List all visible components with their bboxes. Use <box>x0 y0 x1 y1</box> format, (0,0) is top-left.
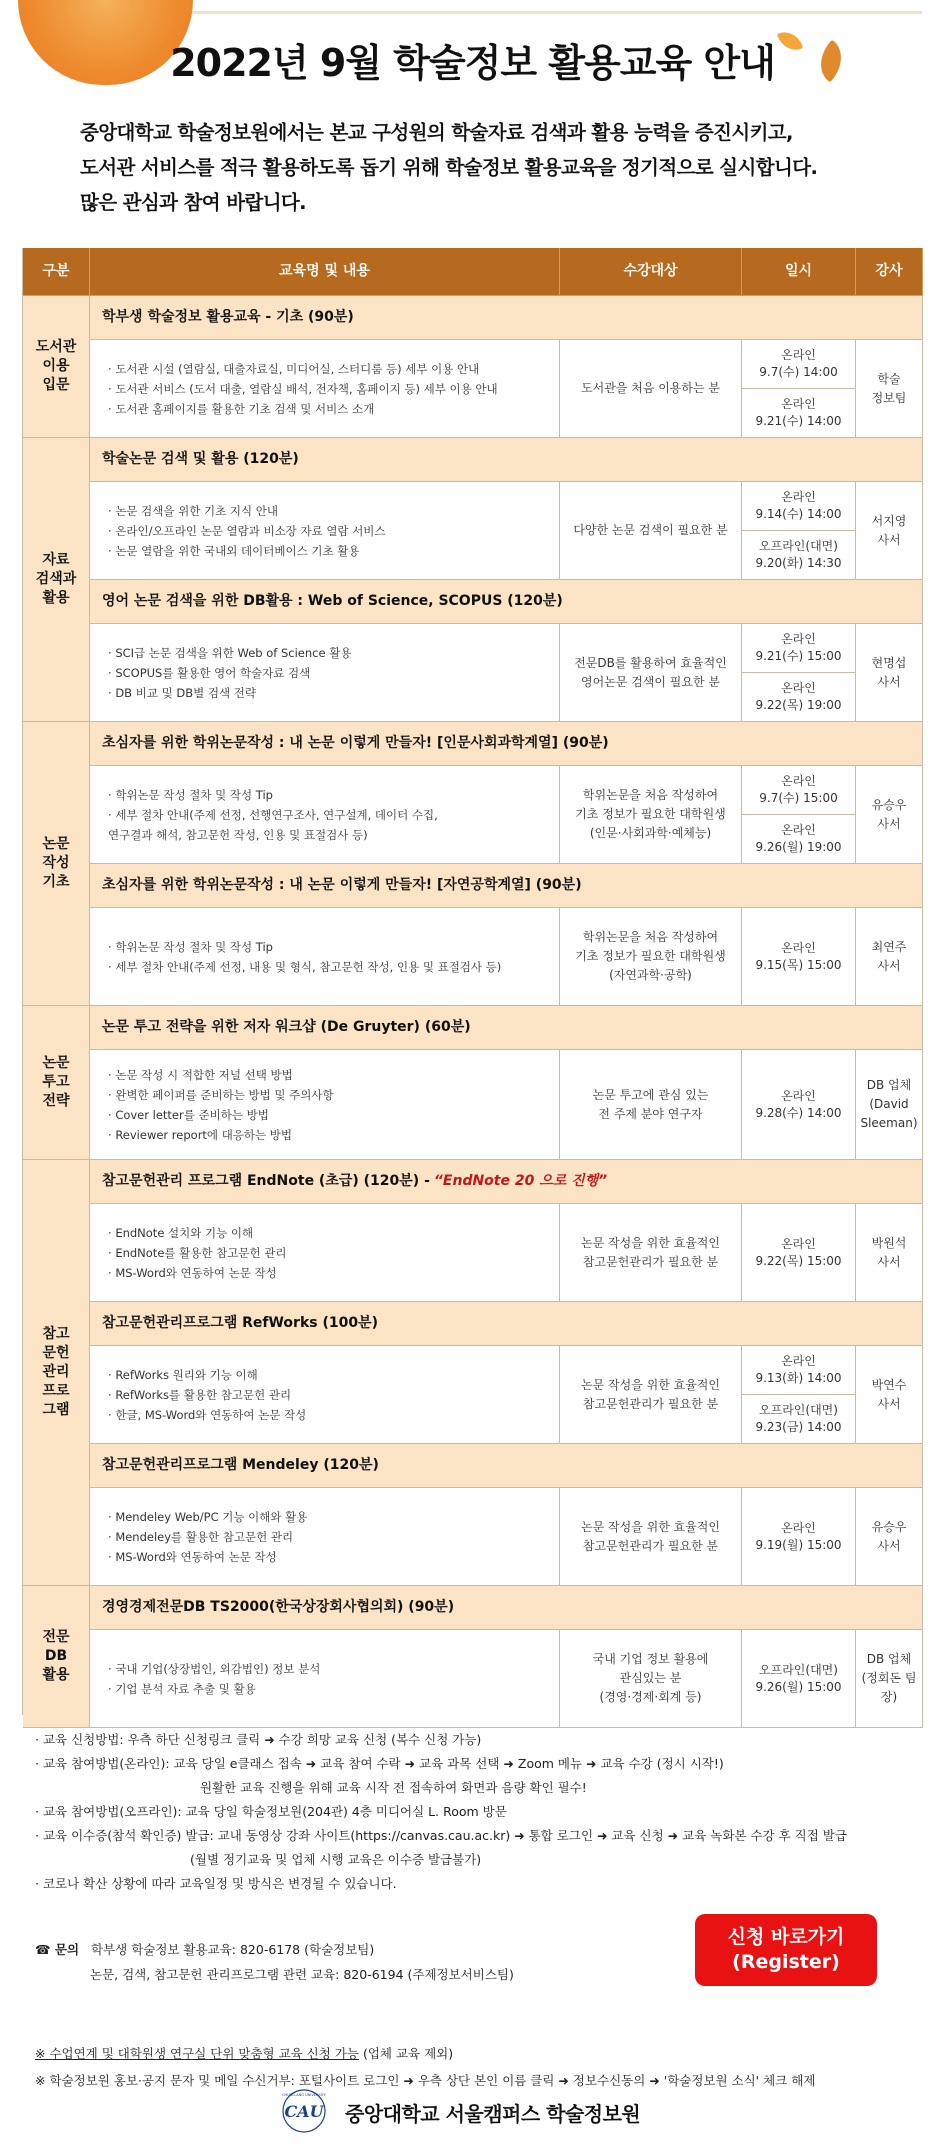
course-title-row <box>90 438 923 482</box>
content-list <box>108 359 498 419</box>
schedule-text: 온라인 9.7(수) 15:00 <box>759 774 838 805</box>
course-contents <box>90 624 560 722</box>
content-list <box>108 501 386 561</box>
note-line: (월별 정기교육 및 업체 시행 교육은 이수증 발급불가) <box>190 1852 482 1867</box>
note-line: 원활한 교육 진행을 위해 교육 시작 전 접속하여 화면과 음량 확인 필수! <box>200 1780 587 1795</box>
course-target <box>560 908 742 1006</box>
contact-line: 논문, 검색, 참고문헌 관리프로그램 관련 교육: 820-6194 (주제정보서비스팀) <box>90 1967 514 1982</box>
course-contents <box>90 1050 560 1160</box>
content-item: · 학위논문 작성 절차 및 작성 Tip <box>108 785 438 805</box>
course-contents <box>90 908 560 1006</box>
schedule-text: 온라인 9.26(월) 19:00 <box>755 823 842 854</box>
instructor-name: 현명섭 사서 <box>871 655 907 689</box>
content-list <box>108 937 501 977</box>
target-text: 도서관을 처음 이용하는 분 <box>581 381 720 395</box>
schedule-slot <box>742 815 856 864</box>
content-item: · Cover letter를 준비하는 방법 <box>108 1105 334 1125</box>
register-button[interactable] <box>695 1914 877 1986</box>
instructor-name: 최연주 사서 <box>871 939 907 973</box>
schedule-slot <box>742 1488 856 1586</box>
register-label: 신청 바로가기 <box>727 1926 845 1948</box>
course-title: 참고문헌관리 프로그램 EndNote (초급) (120분) - <box>102 1173 430 1189</box>
content-list <box>108 785 438 845</box>
content-item: · RefWorks 원리와 기능 이해 <box>108 1365 306 1385</box>
instructor-name: 서지영 사서 <box>871 513 907 547</box>
course-target <box>560 1050 742 1160</box>
header-schedule <box>742 248 856 296</box>
content-item: · 한글, MS-Word와 연동하여 논문 작성 <box>108 1405 306 1425</box>
header-category <box>23 248 90 296</box>
category-label: 참고 문헌 관리 프로 그램 <box>42 1326 70 1418</box>
course-title: 참고문헌관리프로그램 RefWorks (100분) <box>102 1315 379 1331</box>
target-text: 논문 투고에 관심 있는 전 주제 분야 연구자 <box>592 1087 709 1121</box>
course-instructor <box>856 766 923 864</box>
category-cell <box>23 438 90 722</box>
content-item: · Mendeley를 활용한 참고문헌 관리 <box>108 1527 307 1547</box>
content-list <box>108 643 351 703</box>
course-instructor <box>856 1488 923 1586</box>
note-line: · 코로나 확산 상황에 따라 교육일정 및 방식은 변경될 수 있습니다. <box>35 1876 397 1891</box>
schedule-text: 온라인 9.14(수) 14:00 <box>755 490 842 521</box>
course-contents <box>90 766 560 864</box>
note-line: · 교육 신청방법: 우측 하단 신청링크 클릭 ➜ 수강 희망 교육 신청 (복수 신청 가능) <box>35 1732 482 1747</box>
course-target <box>560 1346 742 1444</box>
content-item: · 논문 검색을 위한 기초 지식 안내 <box>108 501 386 521</box>
schedule-text: 온라인 9.21(수) 14:00 <box>755 397 842 428</box>
course-title-row <box>90 864 923 908</box>
course-contents <box>90 482 560 580</box>
course-instructor <box>856 340 923 438</box>
course-title-row <box>90 580 923 624</box>
category-label: 자료 검색과 활용 <box>35 552 77 606</box>
instructor-name: DB 업체 (David Sleeman) <box>860 1078 918 1130</box>
target-text: 학위논문을 처음 작성하여 기초 정보가 필요한 대학원생 (자연과학·공학) <box>575 930 726 982</box>
schedule-slot <box>742 1395 856 1444</box>
content-item: · Mendeley Web/PC 기능 이해와 활용 <box>108 1507 307 1527</box>
target-text: 다양한 논문 검색이 필요한 분 <box>573 523 728 537</box>
content-item: · 온라인/오프라인 논문 열람과 비소장 자료 열람 서비스 <box>108 521 386 541</box>
schedule-text: 온라인 9.13(화) 14:00 <box>755 1354 842 1385</box>
schedule-slot <box>742 482 856 531</box>
course-instructor <box>856 624 923 722</box>
course-title-row <box>90 1160 923 1204</box>
header-label: 강사 <box>875 263 903 279</box>
schedule-slot <box>742 624 856 673</box>
content-list <box>108 1659 320 1699</box>
course-instructor <box>856 482 923 580</box>
footer-text: (업체 교육 제외) <box>358 2046 454 2061</box>
notes <box>35 1728 915 1896</box>
course-instructor <box>856 908 923 1006</box>
content-item: · Reviewer report에 대응하는 방법 <box>108 1125 334 1145</box>
course-title: 논문 투고 전략을 위한 저자 워크샵 (De Gruyter) (60분) <box>102 1019 471 1035</box>
content-item: · MS-Word와 연동하여 논문 작성 <box>108 1263 286 1283</box>
category-cell <box>23 1006 90 1160</box>
schedule-text: 오프라인(대면) 9.20(화) 14:30 <box>755 539 842 570</box>
category-label: 논문 작성 기초 <box>42 836 70 890</box>
course-contents <box>90 1346 560 1444</box>
course-instructor <box>856 1630 923 1728</box>
contact-line: 학부생 학술정보 활용교육: 820-6178 (학술정보팀) <box>91 1942 375 1957</box>
header-instructor <box>856 248 923 296</box>
target-text: 논문 작성을 위한 효율적인 참고문헌관리가 필요한 분 <box>581 1519 720 1553</box>
target-text: 학위논문을 처음 작성하여 기초 정보가 필요한 대학원생 (인문·사회과학·예체능) <box>575 788 726 840</box>
course-title: 학부생 학술정보 활용교육 - 기초 (90분) <box>102 309 354 325</box>
contact-label: ☎ 문의 <box>35 1942 80 1957</box>
category-label: 도서관 이용 입문 <box>35 339 77 393</box>
header-target <box>560 248 742 296</box>
footer-notes <box>35 2040 915 2094</box>
schedule-slot <box>742 340 856 389</box>
schedule-slot <box>742 673 856 722</box>
target-text: 논문 작성을 위한 효율적인 참고문헌관리가 필요한 분 <box>581 1235 720 1269</box>
instructor-name: 유승우 사서 <box>871 1519 907 1553</box>
course-instructor <box>856 1346 923 1444</box>
content-item: · 논문 작성 시 적합한 저널 선택 방법 <box>108 1065 334 1085</box>
header-course <box>90 248 560 296</box>
content-list <box>108 1507 307 1567</box>
intro-line: 중앙대학교 학술정보원에서는 본교 구성원의 학술자료 검색과 활용 능력을 증진시키고, <box>80 121 793 144</box>
course-title-row <box>90 1006 923 1050</box>
page-title: 2022년 9월 학술정보 활용교육 안내 <box>170 41 775 85</box>
course-contents <box>90 1488 560 1586</box>
content-item: · 국내 기업(상장법인, 외감법인) 정보 분석 <box>108 1659 320 1679</box>
schedule-text: 오프라인(대면) 9.26(월) 15:00 <box>755 1662 842 1694</box>
course-title: 경영경제전문DB TS2000(한국상장회사협의회) (90분) <box>102 1599 455 1615</box>
course-title-row <box>90 1444 923 1488</box>
logo-text: CAU <box>284 2102 324 2121</box>
header-label: 교육명 및 내용 <box>279 263 370 279</box>
course-note: “EndNote 20 으로 진행” <box>433 1173 608 1189</box>
schedule-text: 온라인 9.7(수) 14:00 <box>759 348 838 379</box>
course-target <box>560 624 742 722</box>
content-list <box>108 1065 334 1145</box>
course-target <box>560 1488 742 1586</box>
content-item: · 완벽한 페이퍼를 준비하는 방법 및 주의사항 <box>108 1085 334 1105</box>
content-item: · EndNote 설치와 기능 이해 <box>108 1223 286 1243</box>
target-text: 논문 작성을 위한 효율적인 참고문헌관리가 필요한 분 <box>581 1377 720 1411</box>
schedule-text: 온라인 9.22(목) 15:00 <box>755 1236 842 1268</box>
instructor-name: 박원석 사서 <box>871 1235 907 1269</box>
note-line: · 교육 참여방법(오프라인): 교육 당일 학술정보원(204관) 4층 미디어실 L. Room 방문 <box>35 1804 507 1819</box>
course-title: 참고문헌관리프로그램 Mendeley (120분) <box>102 1457 379 1473</box>
schedule-slot <box>742 389 856 438</box>
schedule-text: 온라인 9.21(수) 15:00 <box>755 632 842 663</box>
instructor-name: 박연수 사서 <box>871 1377 907 1411</box>
category-cell <box>23 1160 90 1586</box>
instructor-name: 유승우 사서 <box>871 797 907 831</box>
contact-info <box>35 1937 685 1987</box>
course-instructor <box>856 1204 923 1302</box>
org-name: 중앙대학교 서울캠퍼스 학술정보원 <box>345 2102 641 2126</box>
schedule-slot <box>742 1050 856 1160</box>
content-item: · SCI급 논문 검색을 위한 Web of Science 활용 <box>108 643 351 663</box>
schedule-slot <box>742 766 856 815</box>
course-contents <box>90 1204 560 1302</box>
schedule-text: 온라인 9.22(목) 19:00 <box>755 681 842 712</box>
content-item: · 도서관 홈페이지를 활용한 기초 검색 및 서비스 소개 <box>108 399 498 419</box>
content-item: · MS-Word와 연동하여 논문 작성 <box>108 1547 307 1567</box>
instructor-name: DB 업체 (정회돈 팀장) <box>861 1652 917 1704</box>
course-target <box>560 766 742 864</box>
course-target <box>560 1204 742 1302</box>
course-title-row <box>90 722 923 766</box>
register-sublabel: (Register) <box>732 1951 840 1973</box>
target-text: 전문DB를 활용하여 효율적인 영어논문 검색이 필요한 분 <box>574 655 727 689</box>
schedule-slot <box>742 1204 856 1302</box>
schedule-slot <box>742 1630 856 1728</box>
note-line: · 교육 참여방법(온라인): 교육 당일 e클래스 접속 ➜ 교육 참여 수락 ➜ 교육 과목 선택 ➜ Zoom 메뉴 ➜ 교육 수강 (정시 시작!) <box>35 1756 724 1771</box>
content-item: · 세부 절차 안내(주제 선정, 선행연구조사, 연구설계, 데이터 수집, 연구결과 해석, 참고문헌 작성, 인용 및 표절검사 등) <box>108 805 438 845</box>
category-cell <box>23 296 90 438</box>
course-title: 초심자를 위한 학위논문작성 : 내 논문 이렇게 만들자! [자연공학계열] (90분) <box>102 877 582 893</box>
schedule-text: 오프라인(대면) 9.23(금) 14:00 <box>755 1403 842 1434</box>
content-item: · 세부 절차 안내(주제 선정, 내용 및 형식, 참고문헌 작성, 인용 및 표절검사 등) <box>108 957 501 977</box>
footer-text: ※ 학술정보원 홍보·공지 문자 및 메일 수신거부: 포털사이트 로그인 ➜ 우측 상단 본인 이름 클릭 ➜ 정보수신동의 ➜ '학술정보원 소식' 체크 해제 <box>35 2073 816 2088</box>
instructor-name: 학술 정보팀 <box>871 371 907 405</box>
content-item: · 도서관 서비스 (도서 대출, 열람실 배석, 전자책, 홈페이지 등) 세부 이용 안내 <box>108 379 498 399</box>
content-item: · SCOPUS를 활용한 영어 학술자료 검색 <box>108 663 351 683</box>
target-text: 국내 기업 정보 활용에 관심있는 분 (경영·경제·회계 등) <box>592 1652 709 1704</box>
course-target <box>560 482 742 580</box>
content-item: · DB 비교 및 DB별 검색 전략 <box>108 683 351 703</box>
content-item: · 학위논문 작성 절차 및 작성 Tip <box>108 937 501 957</box>
header-label: 구분 <box>42 263 70 279</box>
logo-ring-text: CHUNG-ANG UNIVERSITY <box>282 2093 326 2097</box>
schedule-slot <box>742 1346 856 1395</box>
intro-line: 많은 관심과 참여 바랍니다. <box>80 191 306 214</box>
content-item: · 논문 열람을 위한 국내외 데이터베이스 기초 활용 <box>108 541 386 561</box>
category-cell <box>23 1586 90 1728</box>
content-item: · 기업 분석 자료 추출 및 활용 <box>108 1679 320 1699</box>
schedule-slot <box>742 908 856 1006</box>
course-contents <box>90 1630 560 1728</box>
intro-line: 도서관 서비스를 적극 활용하도록 돕기 위해 학술정보 활용교육을 정기적으로 실시합니다. <box>80 156 818 179</box>
course-contents <box>90 340 560 438</box>
content-item: · EndNote를 활용한 참고문헌 관리 <box>108 1243 286 1263</box>
header-label: 일시 <box>784 263 813 279</box>
course-title: 초심자를 위한 학위논문작성 : 내 논문 이렇게 만들자! [인문사회과학계열] (90분) <box>102 735 609 751</box>
course-title-row <box>90 1302 923 1346</box>
course-table <box>22 248 922 1715</box>
course-target <box>560 340 742 438</box>
header-label: 수강대상 <box>623 263 678 279</box>
category-cell <box>23 722 90 1006</box>
schedule-slot <box>742 531 856 580</box>
course-title: 영어 논문 검색을 위한 DB활용 : Web of Science, SCOPUS (120분) <box>102 593 563 609</box>
course-target <box>560 1630 742 1728</box>
custom-training-link[interactable]: ※ 수업연계 및 대학원생 연구실 단위 맞춤형 교육 신청 가능 <box>35 2046 359 2061</box>
content-list <box>108 1365 306 1425</box>
course-title-row <box>90 1586 923 1630</box>
content-item: · RefWorks를 활용한 참고문헌 관리 <box>108 1385 306 1405</box>
course-title: 학술논문 검색 및 활용 (120분) <box>102 451 299 467</box>
intro-text <box>80 115 900 220</box>
cau-logo-icon <box>274 2086 334 2136</box>
schedule-text: 온라인 9.19(월) 15:00 <box>755 1520 842 1552</box>
note-line: · 교육 이수증(참석 확인증) 발급: 교내 동영상 강좌 사이트(https://canvas.cau.ac.kr) ➜ 통합 로그인 ➜ 교육 신청 ➜ 교육 녹화본 수강 후 직접 발급 <box>35 1828 847 1843</box>
content-item: · 도서관 시설 (열람실, 대출자료실, 미디어실, 스터디룸 등) 세부 이용 안내 <box>108 359 498 379</box>
category-label: 전문 DB 활용 <box>42 1629 70 1683</box>
schedule-text: 온라인 9.28(수) 14:00 <box>755 1088 842 1120</box>
schedule-text: 온라인 9.15(목) 15:00 <box>755 940 842 972</box>
course-title-row <box>90 296 923 340</box>
content-list <box>108 1223 286 1283</box>
course-instructor <box>856 1050 923 1160</box>
category-label: 논문 투고 전략 <box>42 1055 70 1109</box>
